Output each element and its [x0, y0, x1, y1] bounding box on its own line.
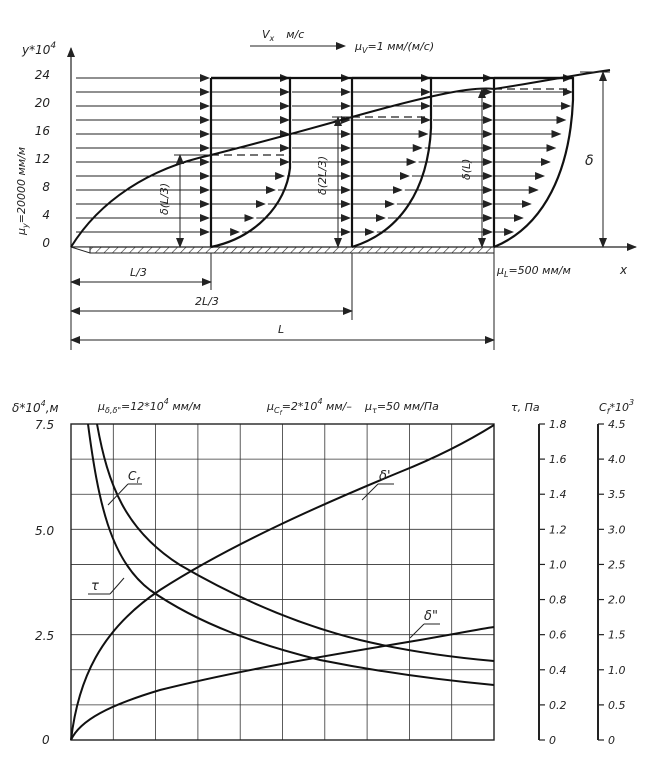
label-dim-L: L [278, 323, 285, 336]
tau-tick-label: 1.4 [549, 488, 567, 502]
scale-cf: $\mu_Cf=2*10^4$ мм/– [267, 397, 352, 417]
top-y-tick: 4 [42, 208, 50, 222]
tau-tick-label: 1.6 [549, 453, 567, 467]
label-delta-L: δ(L) [460, 158, 473, 180]
top-y-tick: 0 [42, 236, 50, 250]
tau-tick-label: 0.8 [549, 593, 567, 607]
bottom-y-tick: 7.5 [35, 418, 55, 432]
bottom-y-tick: 0 [42, 733, 50, 747]
tau-tick-label: 1.0 [549, 558, 567, 572]
bottom-y-ticks [35, 418, 54, 747]
scale-tau: $\mu_\tau=50$ мм/Па [365, 400, 439, 415]
top-y-axis-label: $y*10^4$ [22, 41, 57, 57]
leader-tau [110, 578, 124, 594]
cf-tick-label: 2.0 [608, 593, 626, 607]
label-curve-delta1: δ' [379, 469, 391, 484]
bottom-y-tick: 5.0 [35, 524, 55, 538]
scale-delta: $\mu_{\delta,\delta"}=12*10^4$ мм/м [98, 397, 201, 415]
tau-ticks [539, 418, 567, 747]
label-curve-delta2: δ" [424, 609, 438, 624]
boundary-layer-curve [71, 70, 610, 247]
cf-tick-label: 4.5 [608, 418, 626, 431]
label-delta: δ [585, 153, 594, 169]
bottom-y-tick: 2.5 [35, 629, 55, 643]
top-y-ticks [35, 68, 51, 250]
cf-tick-label: 1.5 [608, 628, 626, 642]
label-delta-L3: δ(L/3) [158, 182, 171, 215]
velocity-arrows [76, 78, 572, 232]
top-y-tick: 12 [34, 152, 50, 166]
curve-cf [88, 424, 494, 685]
x-axis-label: x [620, 263, 628, 277]
tau-tick-label: 1.2 [549, 523, 567, 537]
top-y-tick: 20 [34, 96, 50, 110]
top-y-scale: $\mu_y=20000$ мм/м [15, 146, 30, 235]
tau-tick-label: 0.2 [549, 698, 567, 712]
cf-tick-label: 0.5 [608, 698, 626, 712]
label-curve-tau: τ [91, 579, 99, 594]
flat-plate [90, 247, 494, 253]
velocity-scale: $\mu_V=1$ мм/(м/с) [355, 40, 435, 55]
cf-tick-label: 4.0 [608, 453, 626, 467]
leader-delta2 [410, 624, 424, 638]
tau-tick-label: 0.4 [549, 663, 567, 677]
curve-tau [97, 424, 494, 661]
tau-tick-label: 0 [549, 734, 556, 747]
x-scale: $\mu_L=500$ мм/м [497, 264, 571, 279]
cf-tick-label: 1.0 [608, 663, 626, 677]
tau-tick-label: 0.6 [549, 628, 567, 642]
tau-tick-label: 1.8 [549, 418, 567, 431]
top-y-tick: 8 [42, 180, 50, 194]
top-diagram [15, 28, 636, 350]
cf-axis-label: $C_f*10^3$ [599, 398, 635, 416]
cf-ticks [598, 418, 626, 747]
cf-tick-label: 3.0 [608, 523, 626, 537]
bottom-chart [12, 397, 634, 747]
tau-axis-label: τ, Па [511, 401, 540, 414]
cf-tick-label: 2.5 [608, 558, 626, 572]
velocity-label: $V_x$ м/с [262, 28, 305, 43]
cf-tick-label: 0 [608, 734, 615, 747]
top-y-tick: 16 [34, 124, 50, 138]
plate-leading-edge [71, 247, 90, 253]
top-y-tick: 24 [34, 68, 50, 82]
label-curve-cf: $C_f$ [128, 469, 140, 485]
label-dim-2L3: 2L/3 [195, 295, 219, 308]
cf-tick-label: 3.5 [608, 488, 626, 502]
bottom-y-axis-label: $\delta*10^4,м$ [12, 399, 59, 415]
label-delta-2L3: δ(2L/3) [316, 155, 329, 195]
label-dim-L3: L/3 [130, 266, 147, 279]
